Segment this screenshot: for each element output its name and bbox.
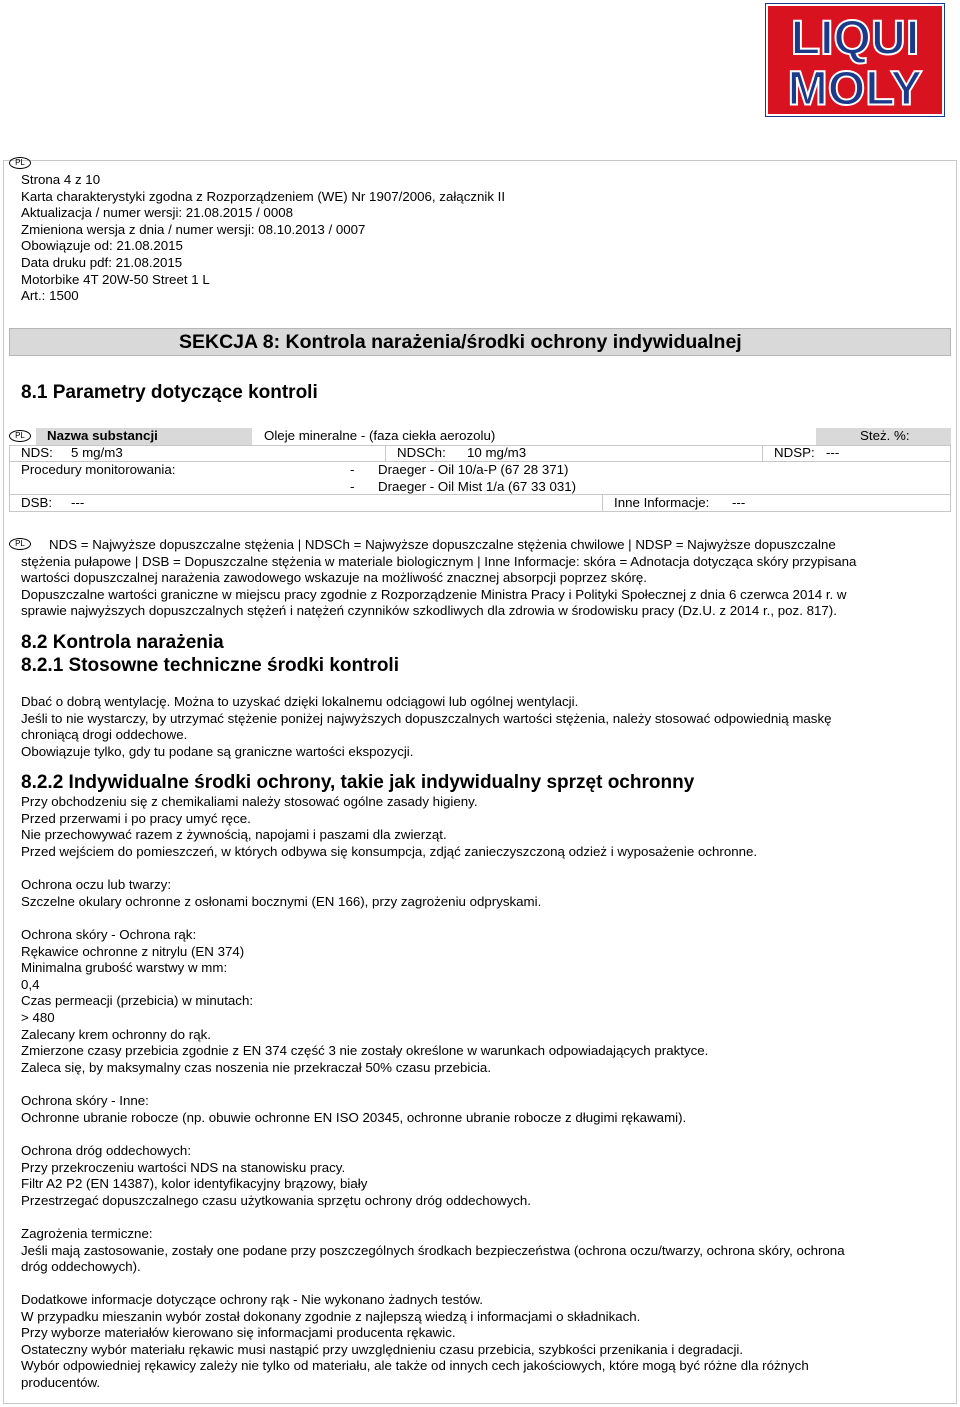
- text-line: Ochrona dróg oddechowych:: [21, 1143, 192, 1158]
- text-line: chroniącą drogi oddechowe.: [21, 727, 188, 743]
- heading-8-2-1: 8.2.1 Stosowne techniczne środki kontroli: [21, 655, 399, 676]
- text-line: Rękawice ochronne z nitrylu (EN 374): [21, 943, 245, 959]
- other-info-label: Inne Informacje:: [614, 495, 710, 510]
- nds-value: 5 mg/m3: [71, 445, 123, 460]
- text-line: Czas permeacji (przebicia) w minutach:: [21, 993, 254, 1009]
- language-badge: PL: [9, 430, 31, 442]
- nds-label: NDS:: [21, 445, 53, 460]
- ndsch-value: 10 mg/m3: [467, 445, 527, 460]
- text-line: W przypadku mieszanin wybór został dokonany zgodnie z najlepszą wiedzą i informacjami o składnikach.: [21, 1308, 641, 1324]
- text-line: Jeśli mają zastosowanie, zostały one podane przy poszczególnych środkach bezpieczeństwa (ochrona oczu/twarzy, ochrona skóry, ochrona: [21, 1242, 845, 1258]
- dsb-label: DSB:: [21, 495, 53, 510]
- eye-protection: [21, 877, 541, 910]
- text-line: Jeśli to nie wystarczy, by utrzymać stężenie poniżej najwyższych dopuszczalnych wartości stężenia, należy stosować odpowiednią maskę: [21, 710, 832, 726]
- heading-8-1: 8.1 Parametry dotyczące kontroli: [21, 382, 318, 403]
- text-line: > 480: [21, 1009, 55, 1025]
- text-line: Przestrzegać dopuszczalnego czasu użytkowania sprzętu ochrony dróg oddechowych.: [21, 1192, 531, 1208]
- monitoring-dash: -: [350, 479, 355, 494]
- text-line: Dodatkowe informacje dotyczące ochrony rąk - Nie wykonano żadnych testów.: [21, 1292, 483, 1307]
- legend-line: stężenia pułapowe | DSB = Dopuszczalne stężenia w materiale biologicznym | Inne Informacje: skóra = Adnotacja dotycząca skóry przypisana: [21, 553, 857, 569]
- text-line: Wybór odpowiedniej rękawicy zależy nie tylko od materiału, ale także od innych cech jakościowych, które mogą być różne dla różnych: [21, 1358, 809, 1374]
- text-line: Zagrożenia termiczne:: [21, 1226, 153, 1241]
- logo-text-line2: MOLY: [787, 61, 923, 114]
- legend-line: sprawie najwyższych dopuszczalnych stężeń i natężeń czynników szkodliwych dla zdrowia w środowisku pracy (Dz.U. z 2014 r., poz. 817).: [21, 603, 837, 619]
- header-line: Zmieniona wersja z dnia / numer wersji: 08.10.2013 / 0007: [21, 221, 366, 237]
- text-line: Zmierzone czasy przebicia zgodnie z EN 374 część 3 nie zostały określone w warunkach odpowiadających praktyce.: [21, 1043, 709, 1059]
- text-line: Filtr A2 P2 (EN 14387), kolor identyfikacyjny brązowy, biały: [21, 1176, 368, 1192]
- text-line: Ochronne ubranie robocze (np. obuwie ochronne EN ISO 20345, ochronne ubranie robocze z długimi rękawami).: [21, 1109, 687, 1125]
- text-line: Minimalna grubość warstwy w mm:: [21, 960, 228, 976]
- monitoring-item: Draeger - Oil Mist 1/a (67 33 031): [378, 479, 577, 494]
- text-line: Ochrona skóry - Ochrona rąk:: [21, 927, 197, 942]
- text-line: Ochrona oczu lub twarzy:: [21, 877, 172, 892]
- section-title: SEKCJA 8: Kontrola narażenia/środki ochrony indywidualnej: [179, 331, 742, 353]
- language-badge: PL: [9, 538, 31, 550]
- ndsp-value: ---: [826, 445, 840, 460]
- monitoring-item: Draeger - Oil 10/a-P (67 28 371): [378, 462, 569, 477]
- document-header: [21, 172, 505, 305]
- legend-line: Dopuszczalne wartości graniczne w miejscu pracy zgodnie z Rozporządzenie Ministra Pracy i Polityki Społecznej z dnia 6 czerwca 2014 r. w: [21, 586, 847, 602]
- legend-line: wartości dopuszczalnej narażenia zawodowego wskazuje na możliwość znacznej absorpcji poprzez skórę.: [21, 570, 648, 586]
- other-info-value: ---: [732, 495, 746, 510]
- logo-graphic: [768, 6, 942, 114]
- skin-protection: [21, 1093, 686, 1126]
- thermal-hazards: [21, 1226, 845, 1276]
- text-line: Szczelne okulary ochronne z osłonami bocznymi (EN 166), przy zagrożeniu odpryskami.: [21, 893, 542, 909]
- header-line: Data druku pdf: 21.08.2015: [21, 254, 183, 270]
- dsb-row: [9, 494, 951, 512]
- substance-name-label: Nazwa substancji: [47, 428, 158, 443]
- liqui-moly-logo: [766, 4, 944, 116]
- heading-8-2: 8.2 Kontrola narażenia: [21, 632, 224, 653]
- text-line: Nie przechowywać razem z żywnością, napojami i paszami dla zwierząt.: [21, 827, 447, 843]
- ndsch-label: NDSCh:: [397, 445, 446, 460]
- text-line: Dbać o dobrą wentylację. Można to uzyskać dzięki lokalnemu odciągowi lub ogólnej wentylacji.: [21, 694, 579, 709]
- header-line: Strona 4 z 10: [21, 172, 101, 187]
- header-line: Aktualizacja / numer wersji: 21.08.2015 / 0008: [21, 205, 294, 221]
- additional-info: [21, 1292, 809, 1392]
- paragraph-8-2-2: [21, 794, 757, 860]
- substance-name: Oleje mineralne - (faza ciekła aerozolu): [264, 428, 496, 443]
- text-line: Przy wyborze materiałów kierowano się informacjami producenta rękawic.: [21, 1325, 456, 1341]
- text-line: Ostateczny wybór materiału rękawic musi nastąpić przy uwzględnieniu czasu przebicia, szybkości przenikania i degradacji.: [21, 1341, 744, 1357]
- header-line: Obowiązuje od: 21.08.2015: [21, 238, 183, 254]
- text-line: Przy obchodzeniu się z chemikaliami należy stosować ogólne zasady higieny.: [21, 794, 478, 809]
- language-badge: PL: [9, 157, 31, 169]
- text-line: 0,4: [21, 976, 40, 992]
- text-line: Ochrona skóry - Inne:: [21, 1093, 149, 1108]
- legend-line: NDS = Najwyższe dopuszczalne stężenia | NDSCh = Najwyższe dopuszczalne stężenia chwilowe | NDSP = Najwyższe dopuszczalne: [49, 537, 836, 552]
- header-line: Motorbike 4T 20W-50 Street 1 L: [21, 271, 210, 287]
- text-line: Zaleca się, by maksymalny czas noszenia nie przekraczał 50% czasu przebicia.: [21, 1059, 492, 1075]
- ndsp-label: NDSP:: [774, 445, 815, 460]
- text-line: Zalecany krem ochronny do rąk.: [21, 1026, 211, 1042]
- respiratory-protection: [21, 1143, 531, 1209]
- text-line: Przy przekroczeniu wartości NDS na stanowisku pracy.: [21, 1159, 346, 1175]
- text-line: Przed przerwami i po pracy umyć ręce.: [21, 810, 251, 826]
- heading-8-2-2: 8.2.2 Indywidualne środki ochrony, takie jak indywidualny sprzęt ochronny: [21, 772, 695, 793]
- text-line: Przed wejściem do pomieszczeń, w których odbywa się konsumpcja, zdjąć zanieczyszczoną odzież i wyposażenie ochronne.: [21, 843, 758, 859]
- monitoring-label: Procedury monitorowania:: [21, 462, 176, 477]
- text-line: producentów.: [21, 1374, 101, 1390]
- header-line: Karta charakterystyki zgodna z Rozporządzeniem (WE) Nr 1907/2006, załącznik II: [21, 188, 506, 204]
- logo-text-line1: LIQUI: [790, 11, 920, 66]
- dsb-value: ---: [71, 495, 85, 510]
- header-line: Art.: 1500: [21, 288, 79, 304]
- text-line: dróg oddechowych).: [21, 1259, 141, 1275]
- concentration-label: Steż. %:: [860, 428, 910, 443]
- hand-protection: [21, 927, 708, 1076]
- monitoring-dash: -: [350, 462, 355, 477]
- paragraph-8-2-1: [21, 694, 832, 760]
- text-line: Obowiązuje tylko, gdy tu podane są graniczne wartości ekspozycji.: [21, 743, 414, 759]
